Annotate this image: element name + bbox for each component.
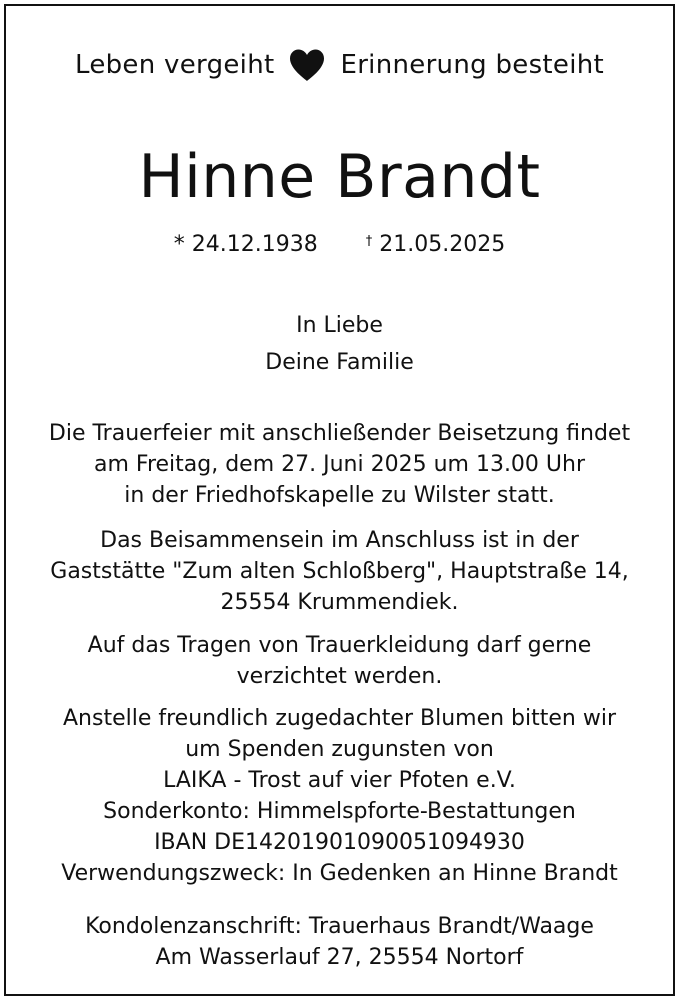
family-line: Deine Familie	[265, 350, 414, 375]
death-date: 21.05.2025	[379, 232, 506, 257]
donation-line: um Spenden zugunsten von	[185, 737, 494, 762]
condolence-line: Am Wasserlauf 27, 25554 Nortorf	[155, 945, 524, 970]
donation-line: IBAN DE14201901090051094930	[154, 830, 525, 855]
funeral-info	[0, 418, 679, 511]
heart-icon	[288, 48, 326, 82]
life-dates	[0, 232, 679, 257]
deceased-name: Hinne Brandt	[138, 142, 541, 212]
condolence-line: Kondolenzanschrift: Trauerhaus Brandt/Waage	[85, 914, 594, 939]
donation-line: LAIKA - Trost auf vier Pfoten e.V.	[163, 768, 516, 793]
motto	[0, 48, 679, 82]
funeral-line: in der Friedhofskapelle zu Wilster statt.	[124, 483, 555, 508]
donation-info	[0, 703, 679, 889]
gathering-line: Das Beisammensein im Anschluss ist in der	[100, 528, 579, 553]
attire-info	[0, 630, 679, 692]
birth-date: * 24.12.1938	[173, 232, 318, 257]
gathering-line: 25554 Krummendiek.	[220, 590, 459, 615]
cross-mark: †	[365, 234, 373, 249]
motto-right: Erinnerung besteiht	[340, 50, 605, 80]
donation-line: Verwendungszweck: In Gedenken an Hinne Brandt	[61, 861, 618, 886]
condolence-address	[0, 911, 679, 973]
donation-line: Anstelle freundlich zugedachter Blumen bitten wir	[63, 706, 616, 731]
gathering-line: Gaststätte "Zum alten Schloßberg", Hauptstraße 14,	[50, 559, 629, 584]
donation-line: Sonderkonto: Himmelspforte-Bestattungen	[103, 799, 576, 824]
motto-left: Leben vergeiht	[74, 50, 275, 80]
attire-line: Auf das Tragen von Trauerkleidung darf gerne	[87, 633, 592, 658]
family-line: In Liebe	[296, 313, 383, 338]
gathering-info	[0, 525, 679, 618]
family-signature	[0, 307, 679, 381]
funeral-line: am Freitag, dem 27. Juni 2025 um 13.00 Uhr	[93, 452, 586, 477]
funeral-line: Die Trauerfeier mit anschließender Beisetzung findet	[48, 421, 631, 446]
death-date-group	[366, 232, 505, 257]
attire-line: verzichtet werden.	[236, 664, 443, 689]
